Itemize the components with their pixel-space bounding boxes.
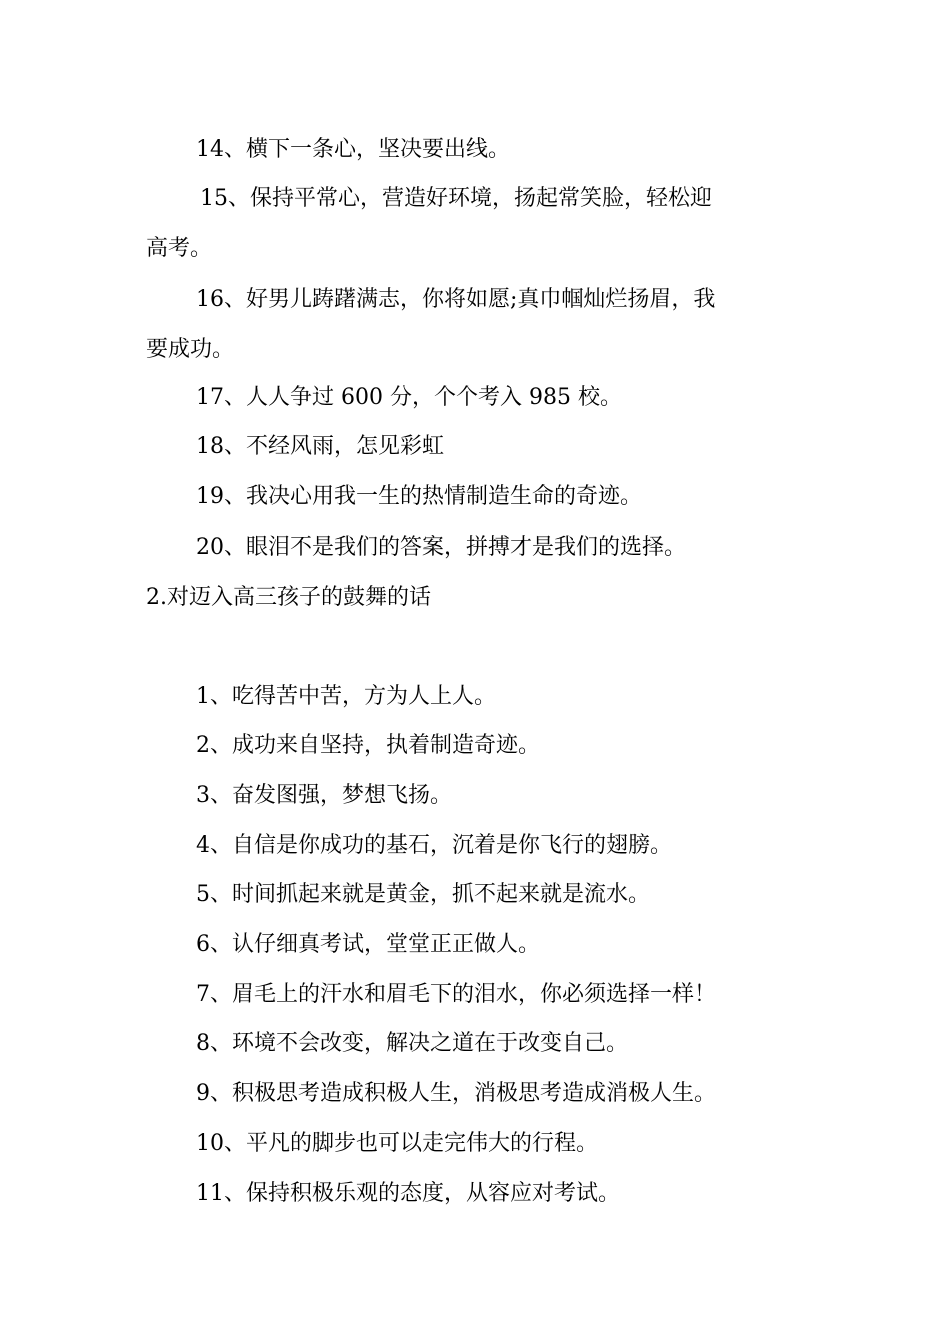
list-item: 6、认仔细真考试，堂堂正正做人。 (196, 932, 540, 957)
section-heading: 2.对迈入高三孩子的鼓舞的话 (146, 585, 431, 610)
list-item-continuation: 高考。 (146, 236, 213, 261)
list-item: 3、奋发图强，梦想飞扬。 (196, 783, 452, 808)
list-item: 14、横下一条心，坚决要出线。 (196, 137, 510, 162)
list-item: 8、环境不会改变，解决之道在于改变自己。 (196, 1031, 628, 1056)
list-item: 20、眼泪不是我们的答案，拼搏才是我们的选择。 (196, 535, 686, 560)
list-item: 9、积极思考造成积极人生，消极思考造成消极人生。 (196, 1081, 716, 1106)
list-item: 16、好男儿踌躇满志，你将如愿;真巾帼灿烂扬眉，我 (196, 287, 716, 312)
list-item: 7、眉毛上的汗水和眉毛下的泪水，你必须选择一样！ (196, 982, 716, 1007)
list-item: 10、平凡的脚步也可以走完伟大的行程。 (196, 1131, 598, 1156)
list-item: 4、自信是你成功的基石，沉着是你飞行的翅膀。 (196, 833, 672, 858)
list-item-continuation: 要成功。 (146, 337, 235, 362)
list-item: 5、时间抓起来就是黄金，抓不起来就是流水。 (196, 882, 650, 907)
list-item: 18、不经风雨，怎见彩虹 (196, 434, 444, 459)
list-item: 2、成功来自坚持，执着制造奇迹。 (196, 733, 540, 758)
list-item: 17、人人争过 600 分，个个考入 985 校。 (196, 385, 622, 410)
list-item: 19、我决心用我一生的热情制造生命的奇迹。 (196, 484, 642, 509)
list-item: 15、保持平常心，营造好环境，扬起常笑脸，轻松迎 (200, 186, 712, 211)
list-item: 1、吃得苦中苦，方为人上人。 (196, 684, 496, 709)
list-item: 11、保持积极乐观的态度，从容应对考试。 (196, 1181, 620, 1206)
